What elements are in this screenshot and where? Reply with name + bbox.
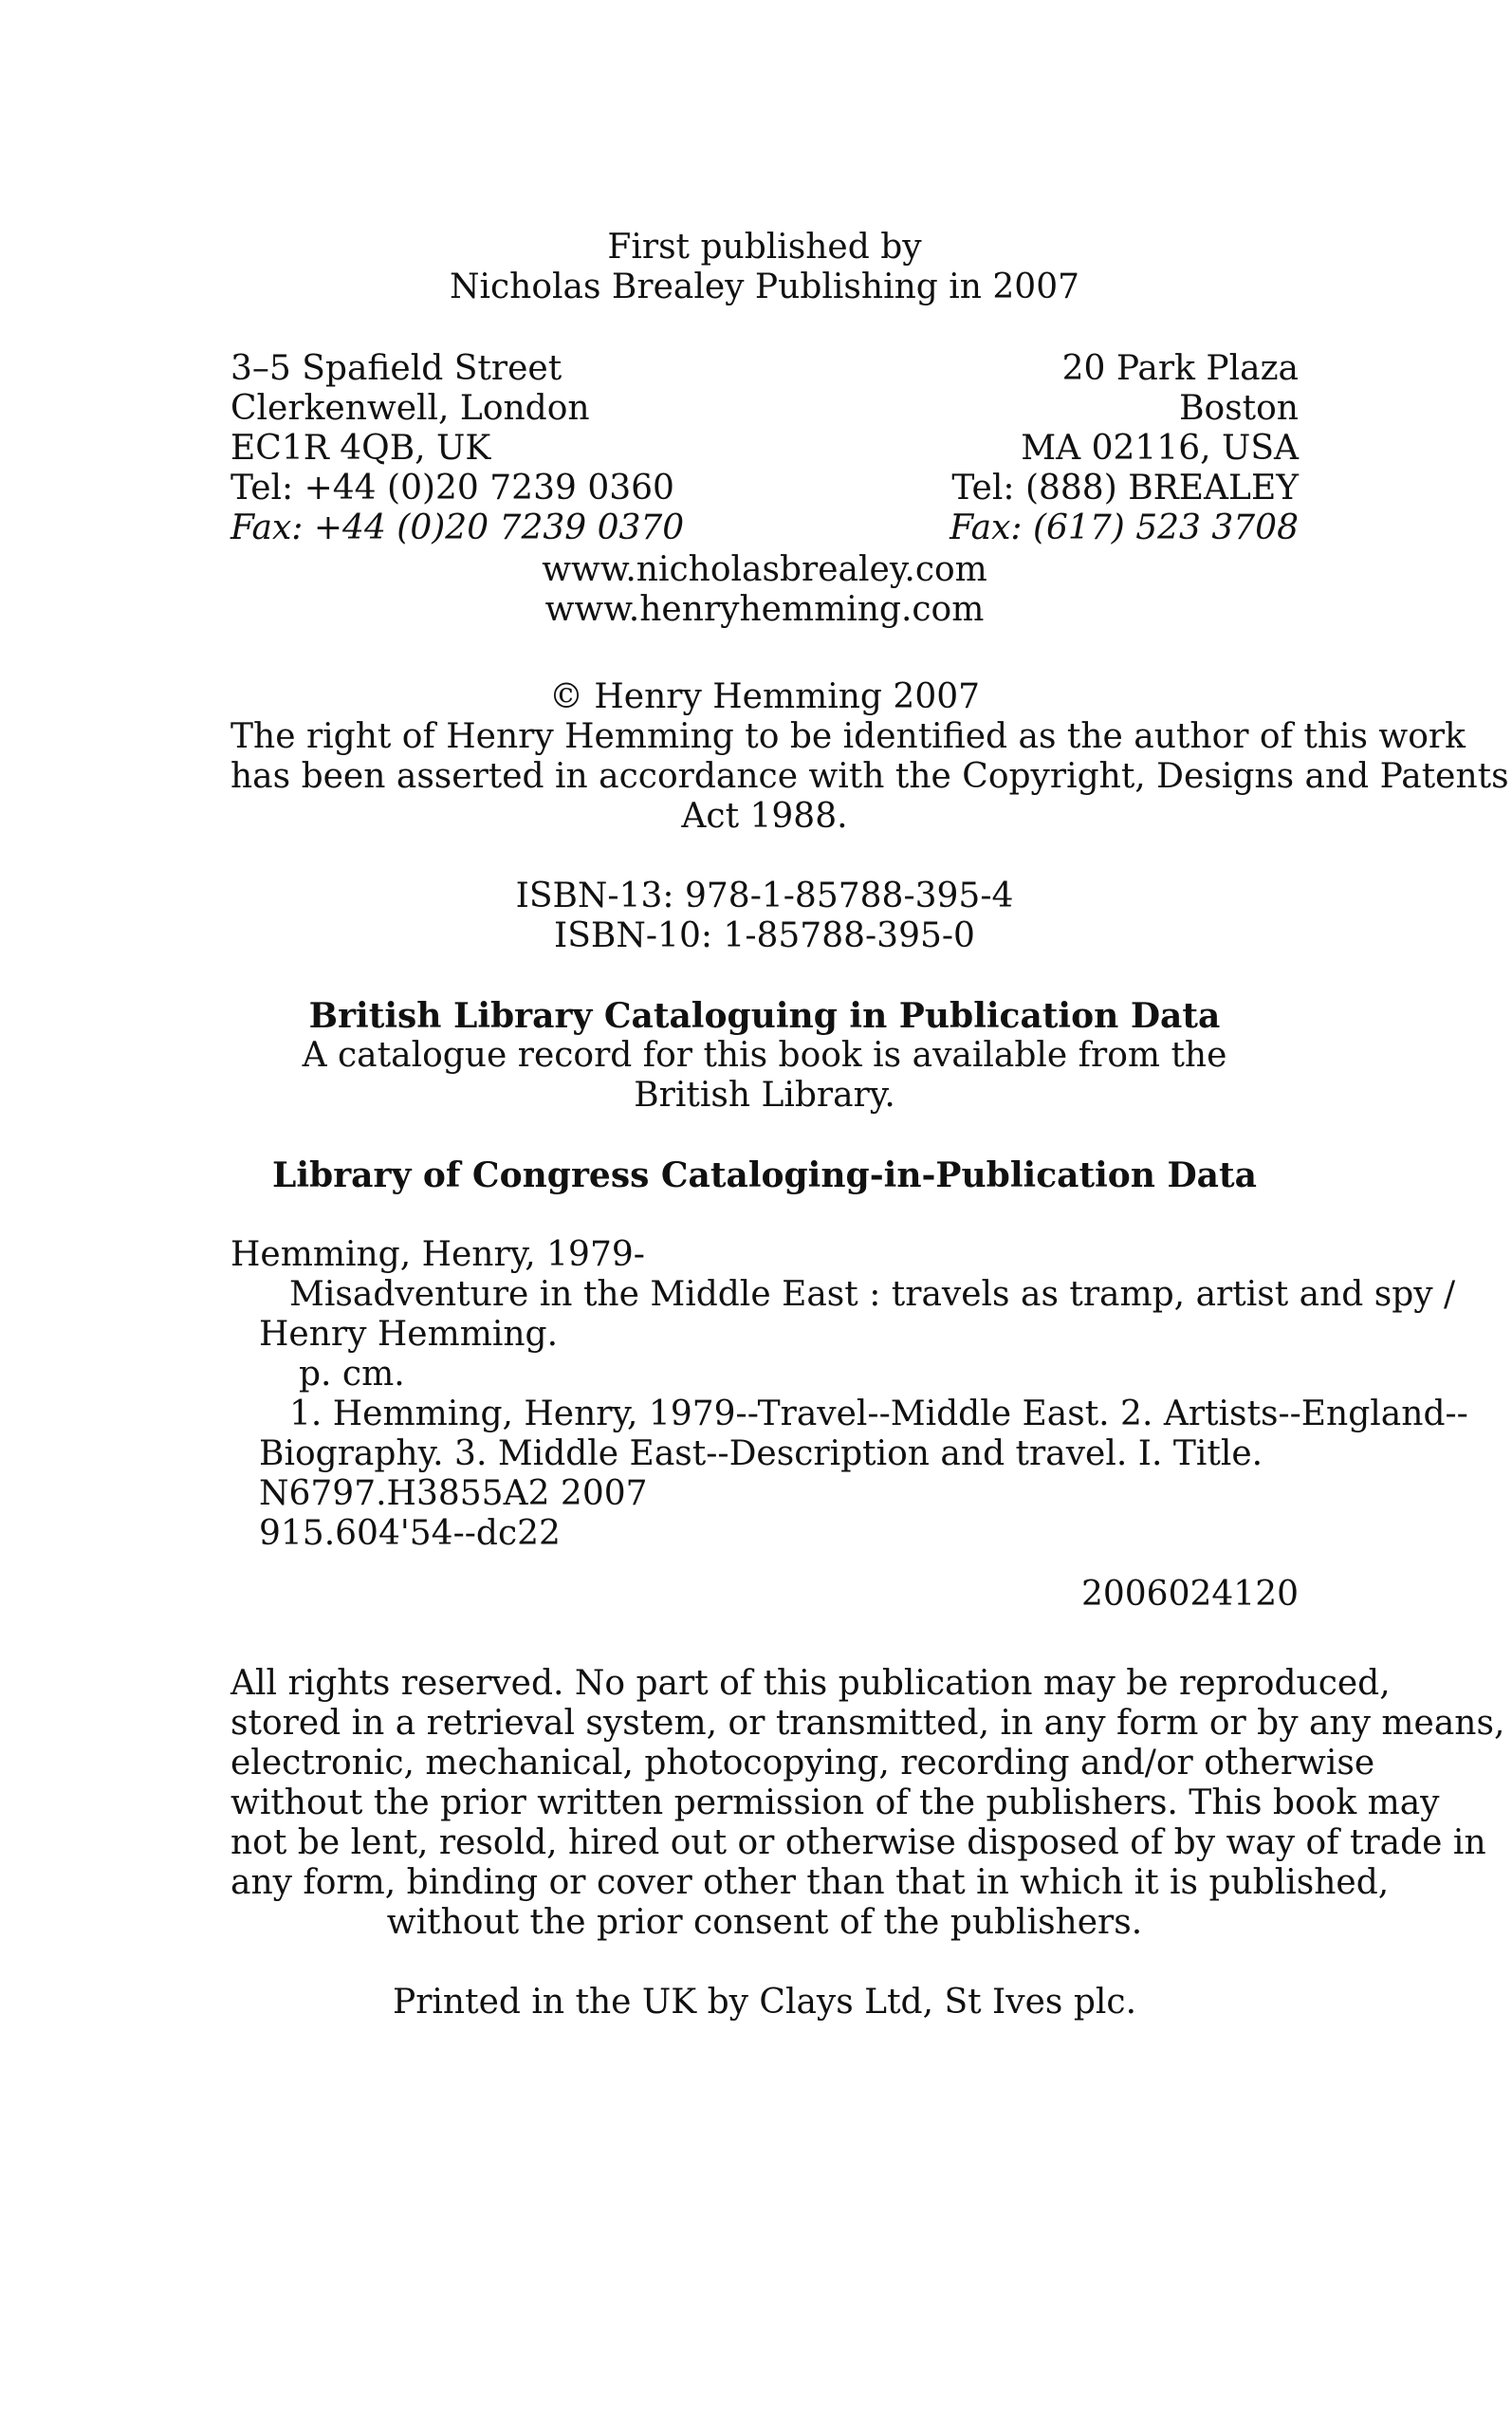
record-title-line-1: Misadventure in the Middle East : travels as tramp, artist and spy / bbox=[289, 1275, 1456, 1314]
us-postcode: MA 02116, USA bbox=[1021, 429, 1299, 468]
us-tel bbox=[950, 469, 1299, 508]
first-published-line: First published by bbox=[607, 228, 922, 267]
british-library-line-2: British Library. bbox=[634, 1076, 895, 1115]
record-subjects-line-1: 1. Hemming, Henry, 1979--Travel--Middle East. 2. Artists--England-- bbox=[289, 1395, 1468, 1433]
isbn-block bbox=[230, 877, 1299, 956]
rights-line-6: any form, binding or cover other than that in which it is published, bbox=[230, 1863, 1390, 1902]
websites bbox=[230, 550, 1299, 630]
record-physical: p. cm. bbox=[299, 1355, 405, 1394]
isbn-13: ISBN-13: 978-1-85788-395-4 bbox=[515, 877, 1014, 915]
record-title-line-2: Henry Hemming. bbox=[259, 1315, 559, 1354]
publisher-line: Nicholas Brealey Publishing in 2007 bbox=[449, 268, 1080, 306]
british-library-line-1: A catalogue record for this book is available from the bbox=[302, 1036, 1227, 1075]
us-tel-number: (888) BREALEY bbox=[1024, 469, 1299, 508]
rights-line-7: without the prior consent of the publishers. bbox=[386, 1903, 1143, 1942]
isbn-10: ISBN-10: 1-85788-395-0 bbox=[554, 916, 975, 955]
uk-city: Clerkenwell, London bbox=[230, 389, 590, 428]
rights-line-3: electronic, mechanical, photocopying, recording and/or otherwise bbox=[230, 1744, 1375, 1783]
uk-tel-number: +44 (0)20 7239 0360 bbox=[304, 469, 674, 508]
uk-tel-label: Tel: bbox=[230, 469, 304, 508]
moral-rights-line-1: The right of Henry Hemming to be identified as the author of this work bbox=[230, 717, 1466, 756]
rights-line-5: not be lent, resold, hired out or otherwise disposed of by way of trade in bbox=[230, 1823, 1486, 1862]
moral-rights-line-2: has been asserted in accordance with the Copyright, Designs and Patents bbox=[230, 757, 1509, 796]
library-of-congress-heading-block bbox=[230, 1155, 1299, 1195]
us-tel-label: Tel: bbox=[951, 469, 1025, 508]
us-fax-number: (617) 523 3708 bbox=[1032, 508, 1299, 547]
cataloging-record bbox=[230, 1235, 1468, 1615]
british-library-block bbox=[230, 996, 1299, 1116]
rights-line-4: without the prior written permission of the publishers. This book may bbox=[230, 1783, 1440, 1822]
copyright-block bbox=[230, 677, 1509, 837]
us-city: Boston bbox=[1179, 389, 1299, 428]
uk-street: 3–5 Spafield Street bbox=[230, 349, 562, 388]
rights-line-2: stored in a retrieval system, or transmitted, in any form or by any means, bbox=[230, 1704, 1505, 1743]
record-call-number: N6797.H3855A2 2007 bbox=[259, 1474, 648, 1513]
copyright-page bbox=[230, 228, 1509, 2023]
rights-block bbox=[230, 1664, 1505, 1943]
library-of-congress-heading: Library of Congress Cataloging-in-Publication Data bbox=[272, 1155, 1257, 1195]
publisher-website: www.nicholasbrealey.com bbox=[542, 550, 987, 589]
record-subjects-line-2: Biography. 3. Middle East--Description and travel. I. Title. bbox=[259, 1434, 1263, 1473]
printer-line: Printed in the UK by Clays Ltd, St Ives plc. bbox=[392, 1983, 1137, 2022]
record-lccn: 2006024120 bbox=[1080, 1575, 1299, 1614]
uk-fax-label: Fax: bbox=[230, 508, 314, 547]
rights-line-1: All rights reserved. No part of this publication may be reproduced, bbox=[230, 1664, 1391, 1703]
moral-rights-line-3: Act 1988. bbox=[681, 797, 848, 836]
us-fax-label: Fax: bbox=[950, 508, 1033, 547]
copyright-notice: © Henry Hemming 2007 bbox=[548, 677, 981, 716]
uk-fax-number: +44 (0)20 7239 0370 bbox=[313, 508, 685, 547]
uk-postcode: EC1R 4QB, UK bbox=[230, 429, 491, 468]
uk-tel bbox=[230, 469, 684, 508]
address-uk bbox=[230, 349, 684, 548]
addresses bbox=[230, 349, 1299, 548]
record-author: Hemming, Henry, 1979- bbox=[230, 1235, 645, 1274]
uk-fax bbox=[230, 508, 684, 548]
record-dewey: 915.604'54--dc22 bbox=[259, 1514, 561, 1553]
british-library-heading: British Library Cataloguing in Publication Data bbox=[308, 996, 1221, 1036]
us-street: 20 Park Plaza bbox=[1061, 349, 1299, 388]
printer-block bbox=[230, 1983, 1299, 2023]
address-us bbox=[950, 349, 1299, 548]
author-website: www.henryhemming.com bbox=[544, 590, 985, 629]
first-published-block bbox=[230, 228, 1299, 307]
us-fax bbox=[950, 508, 1299, 548]
